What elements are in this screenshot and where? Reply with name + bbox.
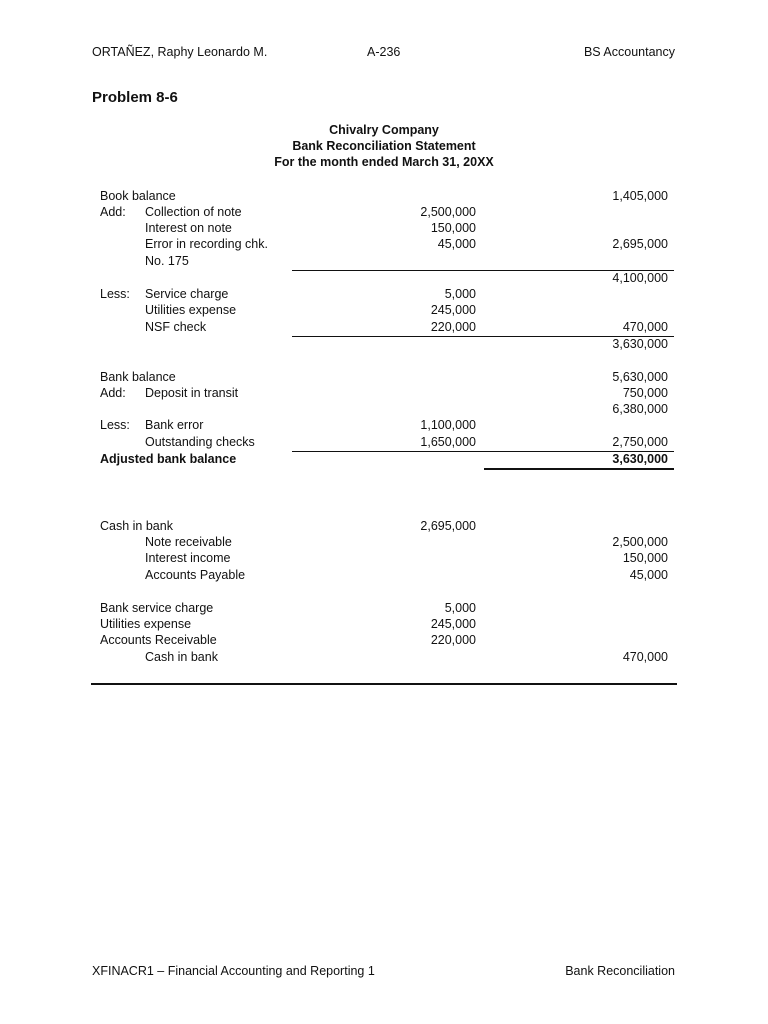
entry-debit-amount: 5,000 xyxy=(444,601,476,615)
list-item-label: NSF check xyxy=(145,320,207,334)
section-code: A-236 xyxy=(367,45,401,59)
adjusted-bank-balance-value: 3,630,000 xyxy=(612,452,668,466)
section-end-rule xyxy=(91,683,677,685)
book-balance-value: 1,405,000 xyxy=(612,189,668,203)
entry-credit-amount: 150,000 xyxy=(622,551,668,565)
footer-topic: Bank Reconciliation xyxy=(565,964,675,978)
list-item-amount: 1,650,000 xyxy=(420,435,476,449)
list-item-label: Deposit in transit xyxy=(145,386,239,400)
list-item-amount: 45,000 xyxy=(437,237,476,251)
bank-less-label: Less: xyxy=(100,418,130,432)
bank-less-total: 2,750,000 xyxy=(612,435,668,449)
statement-period: For the month ended March 31, 20XX xyxy=(274,155,494,169)
list-item-label: Outstanding checks xyxy=(145,435,255,449)
list-item-label: Bank error xyxy=(145,418,204,432)
statement-title: Bank Reconciliation Statement xyxy=(292,139,476,153)
footer-course: XFINACR1 – Financial Accounting and Reporting 1 xyxy=(92,964,375,978)
company-name: Chivalry Company xyxy=(329,123,439,137)
book-subtotal: 4,100,000 xyxy=(612,271,668,285)
entry-credit-label: Note receivable xyxy=(145,535,232,549)
list-item-label: Collection of note xyxy=(145,205,242,219)
book-less-label: Less: xyxy=(100,287,130,301)
list-item-amount: 150,000 xyxy=(430,221,476,235)
entry-credit-label: Interest income xyxy=(145,551,231,565)
bank-subtotal: 6,380,000 xyxy=(612,402,668,416)
book-add-total: 2,695,000 xyxy=(612,237,668,251)
list-item-amount: 245,000 xyxy=(430,303,476,317)
list-item-label: Service charge xyxy=(145,287,229,301)
list-item-label-continued: No. 175 xyxy=(145,254,189,268)
entry-credit-amount: 470,000 xyxy=(622,650,668,664)
bank-balance-value: 5,630,000 xyxy=(612,370,668,384)
list-item-label: Interest on note xyxy=(145,221,232,235)
list-item-amount: 5,000 xyxy=(444,287,476,301)
book-add-label: Add: xyxy=(100,205,126,219)
program-name: BS Accountancy xyxy=(583,45,675,59)
entry-debit-amount: 245,000 xyxy=(430,617,476,631)
entry-debit-label: Utilities expense xyxy=(100,617,192,631)
problem-title: Problem 8-6 xyxy=(92,89,178,106)
bank-balance-label: Bank balance xyxy=(100,370,176,384)
list-item-amount: 2,500,000 xyxy=(420,205,476,219)
adjusted-bank-balance-label: Adjusted bank balance xyxy=(100,452,237,466)
entry-credit-amount: 2,500,000 xyxy=(612,535,668,549)
entry-debit-label: Bank service charge xyxy=(100,601,214,615)
entry-credit-label: Cash in bank xyxy=(145,650,218,664)
list-item-amount: 220,000 xyxy=(430,320,476,334)
entry-debit-label: Cash in bank xyxy=(100,519,173,533)
list-item-amount: 1,100,000 xyxy=(420,418,476,432)
double-underline xyxy=(484,468,674,470)
student-name: ORTAÑEZ, Raphy Leonardo M. xyxy=(92,45,268,59)
entry-debit-label: Accounts Receivable xyxy=(100,633,217,647)
entry-debit-amount: 2,695,000 xyxy=(420,519,476,533)
book-less-total: 470,000 xyxy=(622,320,668,334)
list-item-label: Error in recording chk. xyxy=(145,237,268,251)
book-balance-label: Book balance xyxy=(100,189,176,203)
bank-add-label: Add: xyxy=(100,386,126,400)
entry-credit-amount: 45,000 xyxy=(629,568,668,582)
entry-credit-label: Accounts Payable xyxy=(145,568,246,582)
bank-add-total: 750,000 xyxy=(622,386,668,400)
entry-debit-amount: 220,000 xyxy=(430,633,476,647)
list-item-label: Utilities expense xyxy=(145,303,237,317)
book-adjusted-balance: 3,630,000 xyxy=(612,337,668,351)
